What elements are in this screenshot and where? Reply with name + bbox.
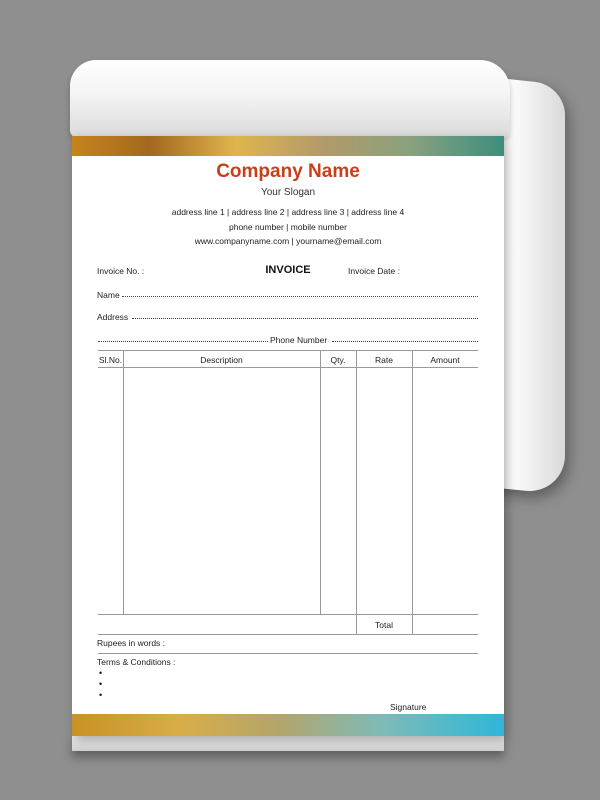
table-col-divider [356,351,357,634]
terms-bullet: • [99,690,103,700]
phone-field-line [332,341,478,342]
terms-bullet: • [99,668,103,678]
column-header-slno: Sl.No. [98,355,123,365]
terms-label: Terms & Conditions : [97,657,176,667]
total-label: Total [375,620,393,630]
address-field-line [132,318,478,319]
phone-line: phone number | mobile number [229,222,347,232]
web-email-line: www.companyname.com | yourname@email.com [194,236,382,246]
invoice-date-label: Invoice Date : [348,266,400,276]
total-row-bottom [98,634,478,635]
column-header-description: Description [200,355,243,365]
pad-stack-edge [72,735,504,751]
rupees-row-bottom [98,653,478,654]
table-col-divider [123,351,124,614]
address-lines: address line 1 | address line 2 | address line 3 | address line 4 [171,207,405,217]
address-label: Address [97,312,129,322]
table-col-divider [320,351,321,614]
company-name: Company Name [216,161,360,182]
rupees-in-words-label: Rupees in words : [97,638,166,648]
signature-label: Signature [390,702,427,712]
bottom-color-band [72,714,504,736]
column-header-qty: Qty. [330,355,346,365]
table-col-divider [412,351,413,634]
phone-number-label: Phone Number [270,335,328,345]
items-table [98,350,478,615]
invoice-title: INVOICE [265,264,311,276]
slogan: Your Slogan [260,187,316,198]
top-color-band [72,136,504,156]
table-header-divider [98,367,478,368]
pad-binding [70,60,510,138]
name-label: Name [97,290,120,300]
name-field-line [122,296,478,297]
column-header-rate: Rate [375,355,393,365]
terms-bullet: • [99,679,103,689]
invoice-no-label: Invoice No. : [97,266,145,276]
column-header-amount: Amount [430,355,460,365]
invoice-sheet [72,136,504,736]
address-field-line-2 [98,341,268,342]
